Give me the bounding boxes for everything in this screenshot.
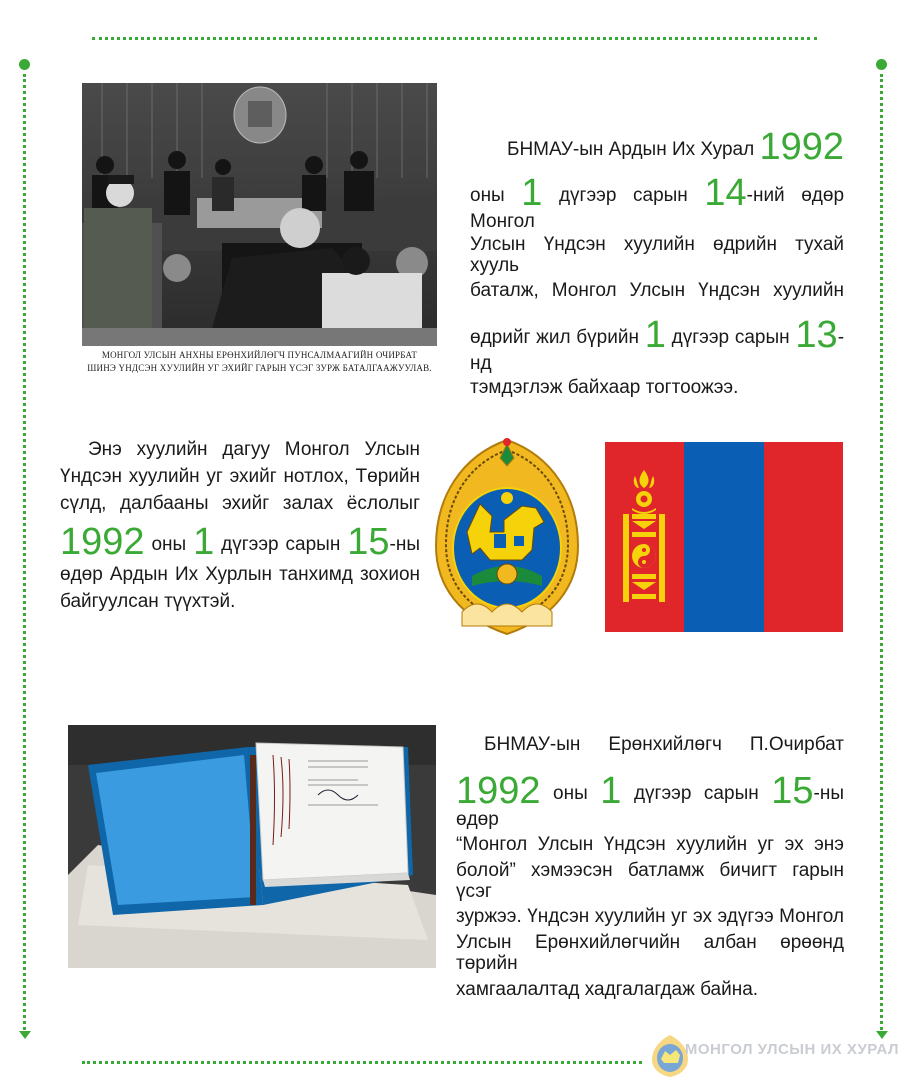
highlight-number: 15 [771, 769, 814, 812]
text: -ны өдөр [456, 782, 844, 830]
state-emblem [432, 436, 582, 638]
text-line: байгуулсан түүхтэй. [60, 590, 236, 612]
text: өдрийг жил бүрийн [470, 326, 645, 348]
text: дүгээр сарын [665, 326, 796, 348]
text: -нд [470, 326, 845, 374]
highlight-number: 1 [521, 172, 543, 214]
flag-center-blue-stripe [684, 442, 763, 632]
text-line: сүлд, далбааны эхийг залах ёслолыг [60, 492, 420, 514]
text-line: Үндсэн хуулийн уг эхийг нотлох, Төрийн [60, 465, 420, 487]
footer-watermark-label: МОНГОЛ УЛСЫН ИХ ХУРАЛ [684, 1041, 899, 1058]
text-line: зуржээ. Үндсэн хуулийн уг эх эдүгээ Монгол [456, 906, 844, 928]
text-line: хамгаалалтад хадгалагдаж байна. [456, 979, 759, 1001]
text-line: өдөр Ардын Их Хурлын танхимд зохион [60, 563, 420, 585]
text-line: Улсын Ерөнхийлөгчийн албан өрөөнд төрийн [456, 932, 844, 975]
highlight-number: 14 [704, 172, 747, 214]
text-line: Энэ хуулийн дагуу Монгол Улсын [88, 439, 420, 460]
national-flag [605, 442, 843, 632]
text: оны [540, 782, 601, 804]
constitution-original-photo [68, 725, 436, 968]
president-paragraph [456, 735, 844, 1001]
text: БНМАУ-ын Ардын Их Хурал [506, 139, 760, 160]
highlight-number: 1 [600, 769, 622, 812]
text-line: баталж, Монгол Улсын Үндсэн хуулийн [470, 279, 844, 301]
left-dotted-border [23, 74, 26, 1030]
left-border-dot [19, 59, 30, 70]
highlight-number: 1992 [60, 520, 145, 563]
text-line: тэмдэглэж байхаар тогтоожээ. [470, 377, 739, 399]
text: оны [144, 533, 194, 555]
highlight-number: 13 [795, 313, 838, 356]
highlight-number: 1992 [456, 769, 541, 812]
text-line: БНМАУ-ын Ерөнхийлөгч П.Очирбат [484, 734, 844, 755]
text-line [470, 174, 844, 233]
caption-line: ШИНЭ ҮНДСЭН ХУУЛИЙН УГ ЭХИЙГ ГАРЫН ҮСЭГ ЗУРЖ БАТАЛГААЖУУЛАВ. [87, 362, 432, 373]
text-line [470, 128, 844, 166]
text: -ний өдөр Монгол [470, 185, 845, 232]
text: дүгээр сарын [621, 782, 772, 804]
flag-right-red-stripe [764, 442, 843, 632]
highlight-number: 15 [347, 520, 390, 563]
flag-left-red-stripe [605, 442, 684, 632]
text: оны [470, 185, 522, 206]
text-line [470, 313, 845, 375]
text: дүгээр сарын [214, 533, 348, 555]
soyombo-icon [605, 442, 684, 632]
right-border-dot [876, 59, 887, 70]
bottom-dotted-border [82, 1061, 642, 1064]
right-arrow-icon [876, 1031, 888, 1039]
highlight-number: 1 [644, 313, 666, 356]
signing-ceremony-photo [82, 83, 437, 346]
right-dotted-border [880, 74, 883, 1030]
text-line: “Монгол Улсын Үндсэн хуулийн уг эх энэ [456, 833, 844, 855]
photo-caption [82, 349, 437, 374]
text-line [60, 520, 420, 563]
text: -ны [389, 533, 420, 555]
highlight-number: 1 [193, 520, 215, 563]
highlight-number: 1992 [759, 126, 844, 168]
text-line: болой” хэмээсэн батламж бичигт гарын үсэг [456, 859, 844, 902]
left-arrow-icon [19, 1031, 31, 1039]
ceremony-paragraph [60, 440, 420, 612]
law-paragraph [470, 128, 844, 399]
text-line [456, 769, 844, 831]
top-dotted-border [92, 37, 817, 40]
caption-line: МОНГОЛ УЛСЫН АНХНЫ ЕРӨНХИЙЛӨГЧ ПУНСАЛМААГИЙН ОЧИРБАТ [101, 350, 418, 360]
text-line: Улсын Үндсэн хуулийн өдрийн тухай хууль [470, 233, 844, 276]
text: дүгээр сарын [542, 185, 705, 206]
